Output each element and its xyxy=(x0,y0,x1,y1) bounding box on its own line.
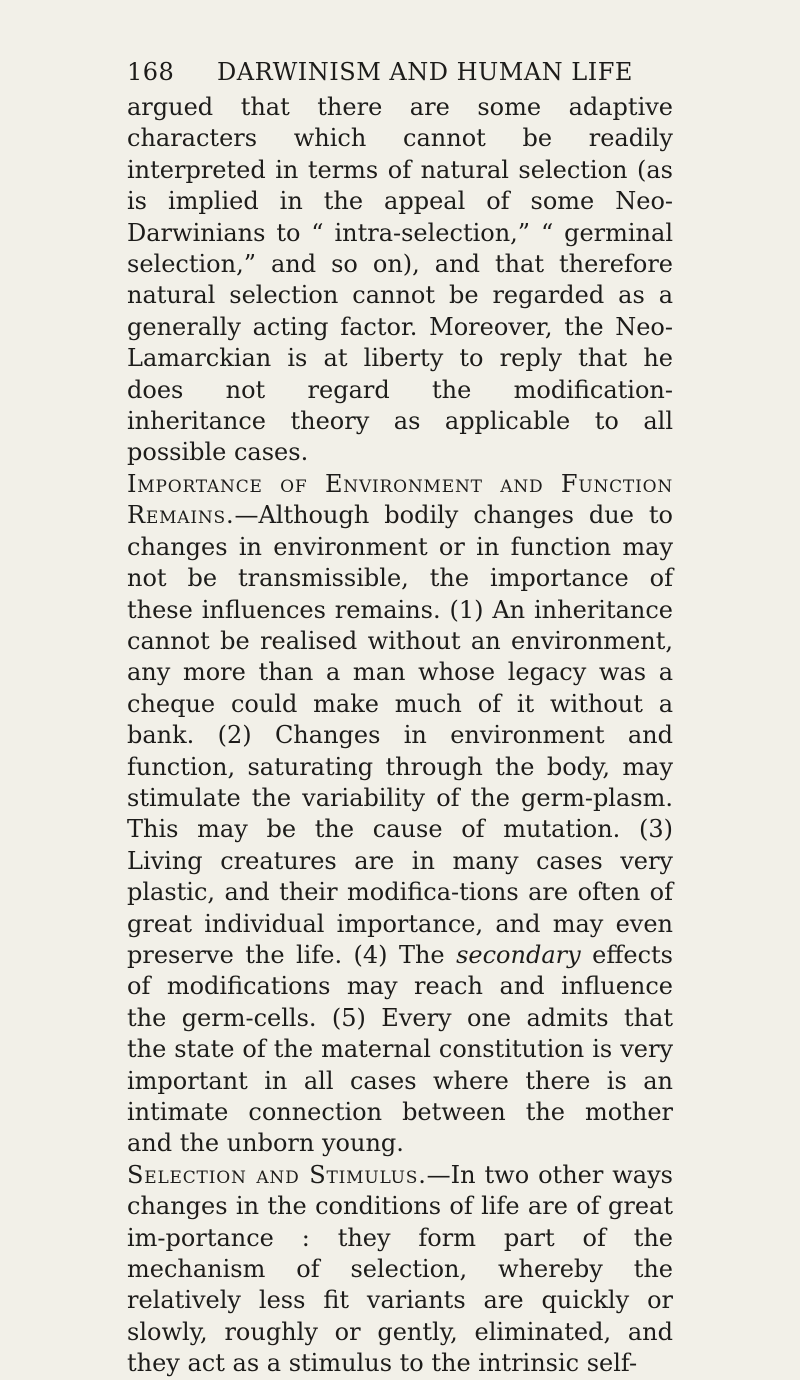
section-heading-selection: Selection and Stimulus. xyxy=(127,1160,427,1189)
page-header xyxy=(127,58,672,94)
section-environment-text-end: effects of modifications may reach and influence the germ-cells. (5) Every one admits that the state of the maternal constitution is very important in all cases where there is an intimate connection between the mother and the unborn young. xyxy=(127,940,673,1158)
emphasis-secondary: secondary xyxy=(456,940,581,969)
section-heading-environment: Importance of Environment and Function Remains. xyxy=(127,469,673,530)
running-title: DARWINISM AND HUMAN LIFE xyxy=(217,58,633,86)
paragraph-continuation xyxy=(127,92,673,469)
section-selection-stimulus xyxy=(127,1160,673,1380)
section-selection-text: —In two other ways changes in the conditions of life are of great im-portance : they form part of the mechanism of selection, whereby the relatively less fit variants are quickly or slowly, roughly or gently, eliminated, and they act as a stimulus to the intrinsic self- xyxy=(127,1160,673,1378)
paragraph-continuation-text: argued that there are some adaptive characters which cannot be readily interpreted in terms of natural selection (as is implied in the appeal of some Neo-Darwinians to “ intra-selection,” “ germinal selection,” and so on), and that therefore natural selection cannot be regarded as a generally acting factor. Moreover, the Neo-Lamarckian is at liberty to reply that he does not regard the modification-inheritance theory as applicable to all possible cases. xyxy=(127,93,673,467)
section-environment-function xyxy=(127,469,673,1160)
page-body xyxy=(127,92,673,1380)
page-number: 168 xyxy=(127,58,175,86)
section-environment-text: —Although bodily changes due to changes in environment or in function may not be transmissible, the importance of these influences remains. (1) An inheritance cannot be realised without an environment, any more than a man whose legacy was a cheque could make much of it without a bank. (2) Changes in environment and function, saturating through the body, may stimulate the variability of the germ-plasm. This may be the cause of mutation. (3) Living creatures are in many cases very plastic, and their modifica-tions are often of great individual importance, and may even preserve the life. (4) The xyxy=(127,501,673,969)
